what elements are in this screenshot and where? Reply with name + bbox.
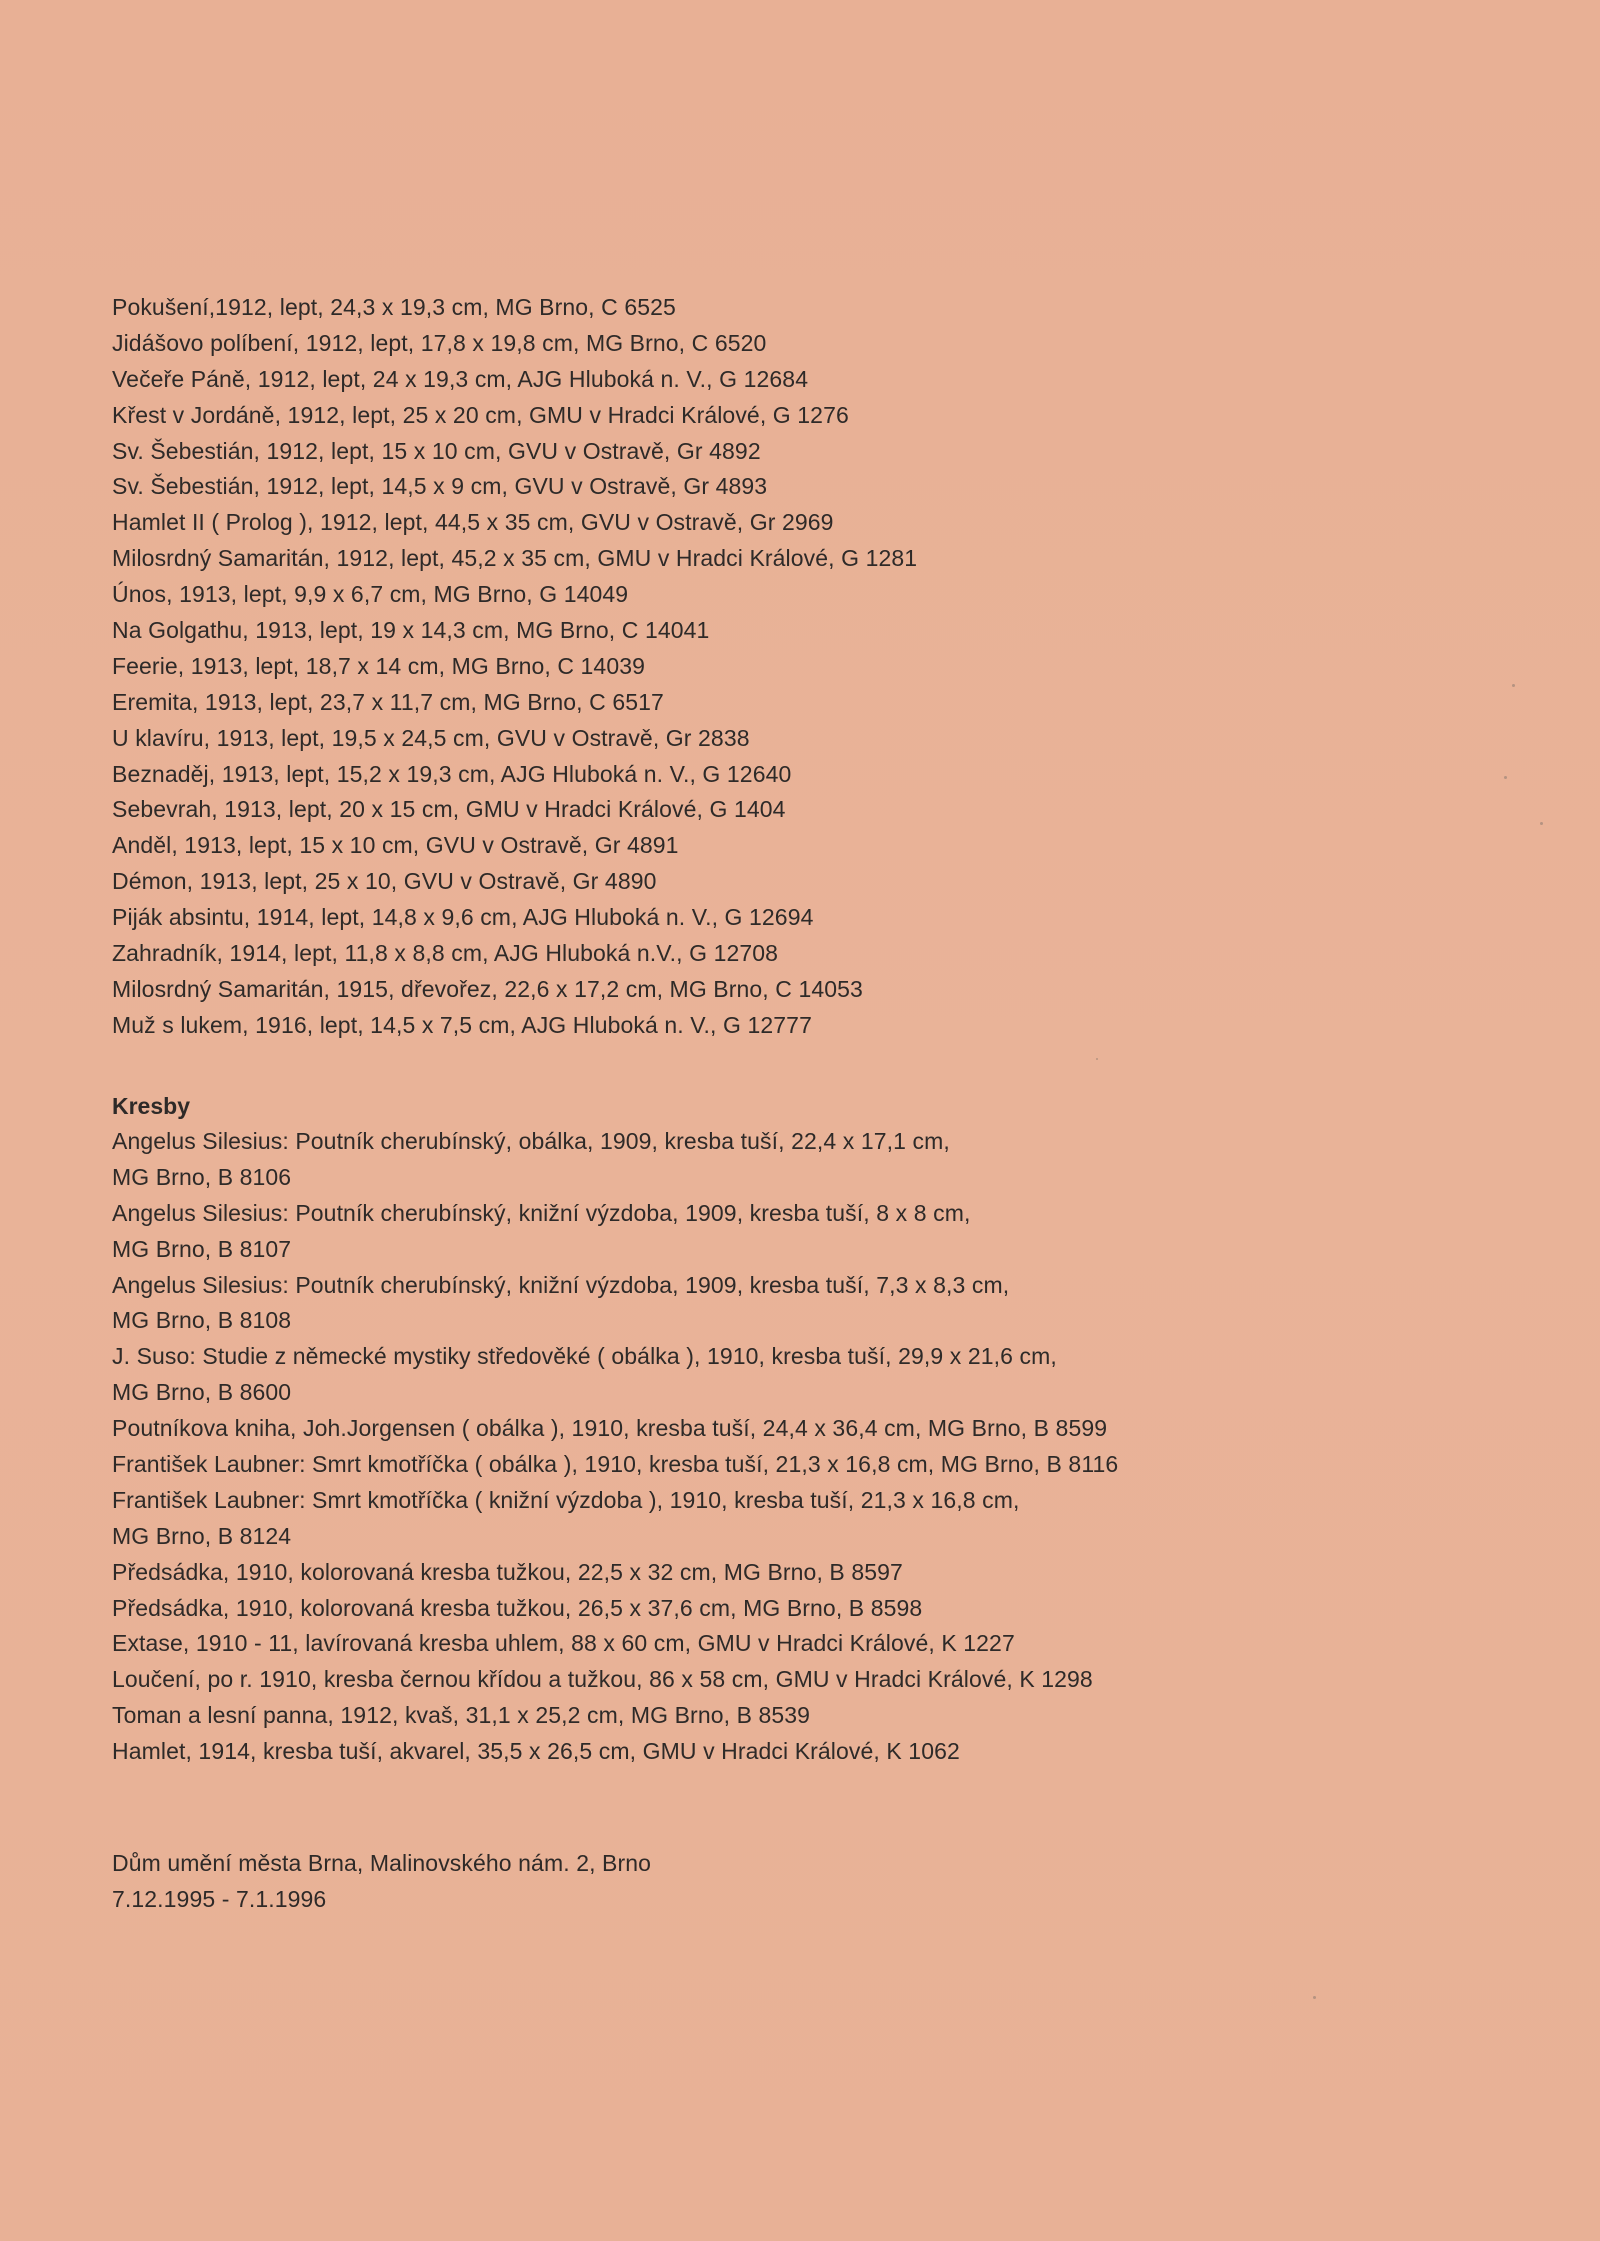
list-item: Hamlet, 1914, kresba tuší, akvarel, 35,5 x 26,5 cm, GMU v Hradci Králové, K 1062 — [112, 1738, 960, 1765]
list-item: Sv. Šebestián, 1912, lept, 14,5 x 9 cm, GVU v Ostravě, Gr 4893 — [112, 473, 768, 500]
list-item: Hamlet II ( Prolog ), 1912, lept, 44,5 x 35 cm, GVU v Ostravě, Gr 2969 — [112, 509, 834, 536]
scan-speck — [1504, 776, 1507, 779]
list-item: František Laubner: Smrt kmotříčka ( knižní výzdoba ), 1910, kresba tuší, 21,3 x 16,8 cm, — [112, 1486, 1020, 1513]
list-item: Angelus Silesius: Poutník cherubínský, obálka, 1909, kresba tuší, 22,4 x 17,1 cm, — [112, 1128, 950, 1154]
list-item: Předsádka, 1910, kolorovaná kresba tužkou, 22,5 x 32 cm, MG Brno, B 8597 — [112, 1558, 903, 1585]
exhibition-dates: 7.12.1995 - 7.1.1996 — [112, 1885, 327, 1912]
scan-speck — [1512, 684, 1515, 687]
list-item: U klavíru, 1913, lept, 19,5 x 24,5 cm, GVU v Ostravě, Gr 2838 — [112, 724, 750, 751]
list-item: Sv. Šebestián, 1912, lept, 15 x 10 cm, GVU v Ostravě, Gr 4892 — [112, 437, 761, 464]
list-item: J. Suso: Studie z německé mystiky středověké ( obálka ), 1910, kresba tuší, 29,9 x 21,6 cm, — [112, 1343, 1057, 1370]
list-item: Loučení, po r. 1910, kresba černou křídou a tužkou, 86 x 58 cm, GMU v Hradci Králové, K 1298 — [112, 1666, 1093, 1693]
list-item: Na Golgathu, 1913, lept, 19 x 14,3 cm, MG Brno, C 14041 — [112, 617, 710, 644]
list-item: Anděl, 1913, lept, 15 x 10 cm, GVU v Ostravě, Gr 4891 — [112, 832, 679, 859]
list-item: MG Brno, B 8124 — [112, 1522, 292, 1549]
list-item: Poutníkova kniha, Joh.Jorgensen ( obálka ), 1910, kresba tuší, 24,4 x 36,4 cm, MG Brno, B 8599 — [112, 1415, 1108, 1442]
scan-speck — [1540, 822, 1543, 825]
drawings-section — [112, 1088, 1552, 1770]
venue-address: Dům umění města Brna, Malinovského nám. 2, Brno — [112, 1850, 652, 1876]
list-item: Feerie, 1913, lept, 18,7 x 14 cm, MG Brno, C 14039 — [112, 652, 645, 679]
list-item: Angelus Silesius: Poutník cherubínský, knižní výzdoba, 1909, kresba tuší, 7,3 x 8,3 cm, — [112, 1271, 1010, 1298]
list-item: MG Brno, B 8108 — [112, 1307, 292, 1334]
list-item: Eremita, 1913, lept, 23,7 x 11,7 cm, MG Brno, C 6517 — [112, 688, 664, 715]
list-item: Extase, 1910 - 11, lavírovaná kresba uhlem, 88 x 60 cm, GMU v Hradci Králové, K 1227 — [112, 1630, 1015, 1657]
list-item: Večeře Páně, 1912, lept, 24 x 19,3 cm, AJG Hluboká n. V., G 12684 — [112, 365, 809, 392]
list-item: Křest v Jordáně, 1912, lept, 25 x 20 cm, GMU v Hradci Králové, G 1276 — [112, 401, 849, 428]
list-item: Zahradník, 1914, lept, 11,8 x 8,8 cm, AJG Hluboká n.V., G 12708 — [112, 940, 779, 967]
venue-footer — [112, 1846, 1552, 1918]
list-item: Pokušení,1912, lept, 24,3 x 19,3 cm, MG Brno, C 6525 — [112, 294, 676, 320]
scan-speck — [1313, 1996, 1316, 1999]
list-item: František Laubner: Smrt kmotříčka ( obálka ), 1910, kresba tuší, 21,3 x 16,8 cm, MG Brno, B 8116 — [112, 1451, 1119, 1478]
list-item: Angelus Silesius: Poutník cherubínský, knižní výzdoba, 1909, kresba tuší, 8 x 8 cm, — [112, 1199, 971, 1226]
list-item: MG Brno, B 8106 — [112, 1163, 292, 1190]
list-item: Milosrdný Samaritán, 1912, lept, 45,2 x 35 cm, GMU v Hradci Králové, G 1281 — [112, 545, 918, 572]
list-item: Jidášovo políbení, 1912, lept, 17,8 x 19,8 cm, MG Brno, C 6520 — [112, 329, 767, 356]
scan-speck — [1096, 1058, 1098, 1060]
section-heading: Kresby — [112, 1093, 190, 1119]
list-item: Démon, 1913, lept, 25 x 10, GVU v Ostravě, Gr 4890 — [112, 868, 657, 895]
list-item: Předsádka, 1910, kolorovaná kresba tužkou, 26,5 x 37,6 cm, MG Brno, B 8598 — [112, 1594, 923, 1621]
list-item: Beznaděj, 1913, lept, 15,2 x 19,3 cm, AJG Hluboká n. V., G 12640 — [112, 760, 792, 787]
list-item: Milosrdný Samaritán, 1915, dřevořez, 22,6 x 17,2 cm, MG Brno, C 14053 — [112, 975, 863, 1002]
list-item: MG Brno, B 8600 — [112, 1379, 292, 1406]
prints-list — [112, 290, 1552, 1044]
list-item: Únos, 1913, lept, 9,9 x 6,7 cm, MG Brno, G 14049 — [112, 581, 629, 608]
list-item: Toman a lesní panna, 1912, kvaš, 31,1 x 25,2 cm, MG Brno, B 8539 — [112, 1702, 811, 1729]
list-item: Muž s lukem, 1916, lept, 14,5 x 7,5 cm, AJG Hluboká n. V., G 12777 — [112, 1011, 812, 1038]
list-item: MG Brno, B 8107 — [112, 1235, 292, 1262]
list-item: Sebevrah, 1913, lept, 20 x 15 cm, GMU v Hradci Králové, G 1404 — [112, 796, 786, 823]
list-item: Piják absintu, 1914, lept, 14,8 x 9,6 cm, AJG Hluboká n. V., G 12694 — [112, 904, 814, 931]
